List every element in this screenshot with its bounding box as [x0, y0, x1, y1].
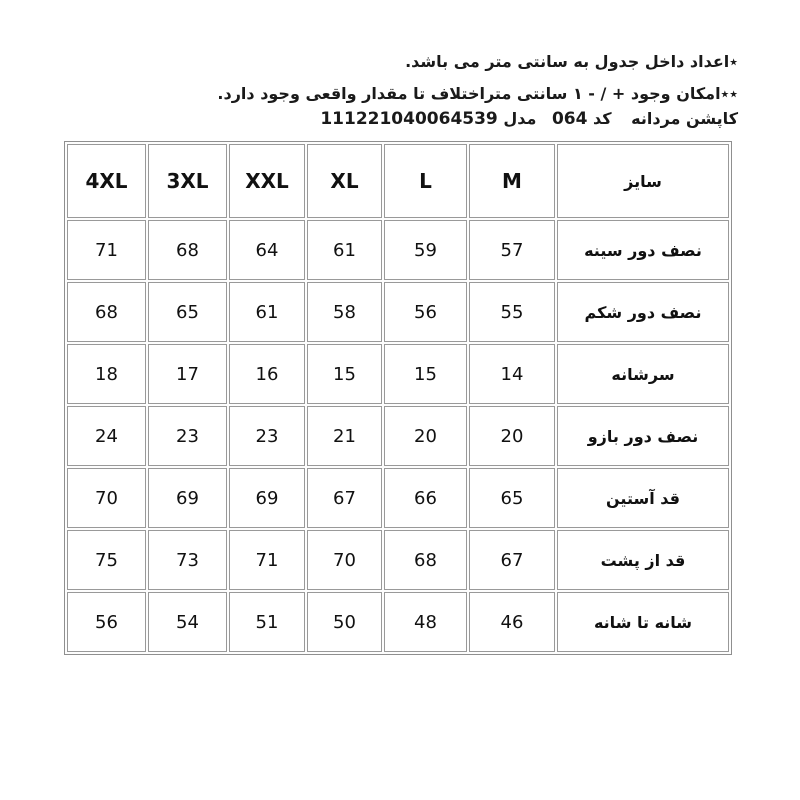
product-info-line: [40, 106, 738, 132]
cell-belly-l: 56: [384, 282, 467, 342]
product-code: 064: [551, 109, 588, 129]
size-table: [64, 141, 732, 655]
row-label: شانه تا شانه: [557, 592, 729, 652]
cell-back-xxl: 71: [229, 530, 305, 590]
table-header-row: [67, 144, 729, 218]
cell-arm-xl: 21: [307, 406, 382, 466]
cell-chest-4xl: 71: [67, 220, 146, 280]
cell-back-4xl: 75: [67, 530, 146, 590]
cell-shoulder-m: 14: [469, 344, 555, 404]
cell-chest-m: 57: [469, 220, 555, 280]
cell-sts-l: 48: [384, 592, 467, 652]
table-row-back-length: [67, 530, 729, 590]
cell-chest-xxl: 64: [229, 220, 305, 280]
cell-back-xl: 70: [307, 530, 382, 590]
note-units: ٭اعداد داخل جدول به سانتی متر می باشد.: [405, 52, 738, 71]
cell-arm-m: 20: [469, 406, 555, 466]
cell-sts-m: 46: [469, 592, 555, 652]
cell-chest-l: 59: [384, 220, 467, 280]
product-model-label: مدل: [503, 109, 537, 128]
header-l: L: [384, 144, 467, 218]
cell-arm-xxl: 23: [229, 406, 305, 466]
row-label: سرشانه: [557, 344, 729, 404]
cell-arm-4xl: 24: [67, 406, 146, 466]
cell-shoulder-xxl: 16: [229, 344, 305, 404]
cell-shoulder-l: 15: [384, 344, 467, 404]
cell-back-m: 67: [469, 530, 555, 590]
row-label: قد آستین: [557, 468, 729, 528]
header-xl: XL: [307, 144, 382, 218]
cell-sleeve-l: 66: [384, 468, 467, 528]
cell-back-3xl: 73: [148, 530, 227, 590]
table-row-chest: [67, 220, 729, 280]
table-row-arm: [67, 406, 729, 466]
header-4xl: 4XL: [67, 144, 146, 218]
table-row-shoulder: [67, 344, 729, 404]
cell-sleeve-m: 65: [469, 468, 555, 528]
cell-belly-4xl: 68: [67, 282, 146, 342]
row-label: نصف دور شکم: [557, 282, 729, 342]
row-label: قد از پشت: [557, 530, 729, 590]
row-label: نصف دور بازو: [557, 406, 729, 466]
cell-chest-3xl: 68: [148, 220, 227, 280]
table-row-shoulder-to-shoulder: [67, 592, 729, 652]
cell-belly-m: 55: [469, 282, 555, 342]
cell-sleeve-3xl: 69: [148, 468, 227, 528]
cell-shoulder-3xl: 17: [148, 344, 227, 404]
header-xxl: XXL: [229, 144, 305, 218]
cell-sts-4xl: 56: [67, 592, 146, 652]
table-row-sleeve: [67, 468, 729, 528]
cell-sts-xxl: 51: [229, 592, 305, 652]
cell-sleeve-xxl: 69: [229, 468, 305, 528]
cell-back-l: 68: [384, 530, 467, 590]
cell-sleeve-4xl: 70: [67, 468, 146, 528]
product-code-label: کد: [593, 109, 612, 128]
cell-arm-l: 20: [384, 406, 467, 466]
note-tolerance: ٭٭امکان وجود + / - ۱ سانتی متراختلاف تا مقدار واقعی وجود دارد.: [217, 84, 738, 103]
cell-belly-xl: 58: [307, 282, 382, 342]
header-size: سایز: [557, 144, 729, 218]
cell-sts-3xl: 54: [148, 592, 227, 652]
table-row-belly: [67, 282, 729, 342]
cell-shoulder-xl: 15: [307, 344, 382, 404]
header-m: M: [469, 144, 555, 218]
cell-belly-xxl: 61: [229, 282, 305, 342]
header-3xl: 3XL: [148, 144, 227, 218]
cell-shoulder-4xl: 18: [67, 344, 146, 404]
row-label: نصف دور سینه: [557, 220, 729, 280]
cell-sts-xl: 50: [307, 592, 382, 652]
cell-sleeve-xl: 67: [307, 468, 382, 528]
cell-belly-3xl: 65: [148, 282, 227, 342]
cell-arm-3xl: 23: [148, 406, 227, 466]
product-name: کاپشن مردانه: [631, 109, 738, 128]
notes-block: [40, 50, 738, 132]
cell-chest-xl: 61: [307, 220, 382, 280]
product-model-number: 111221040064539: [320, 109, 498, 129]
